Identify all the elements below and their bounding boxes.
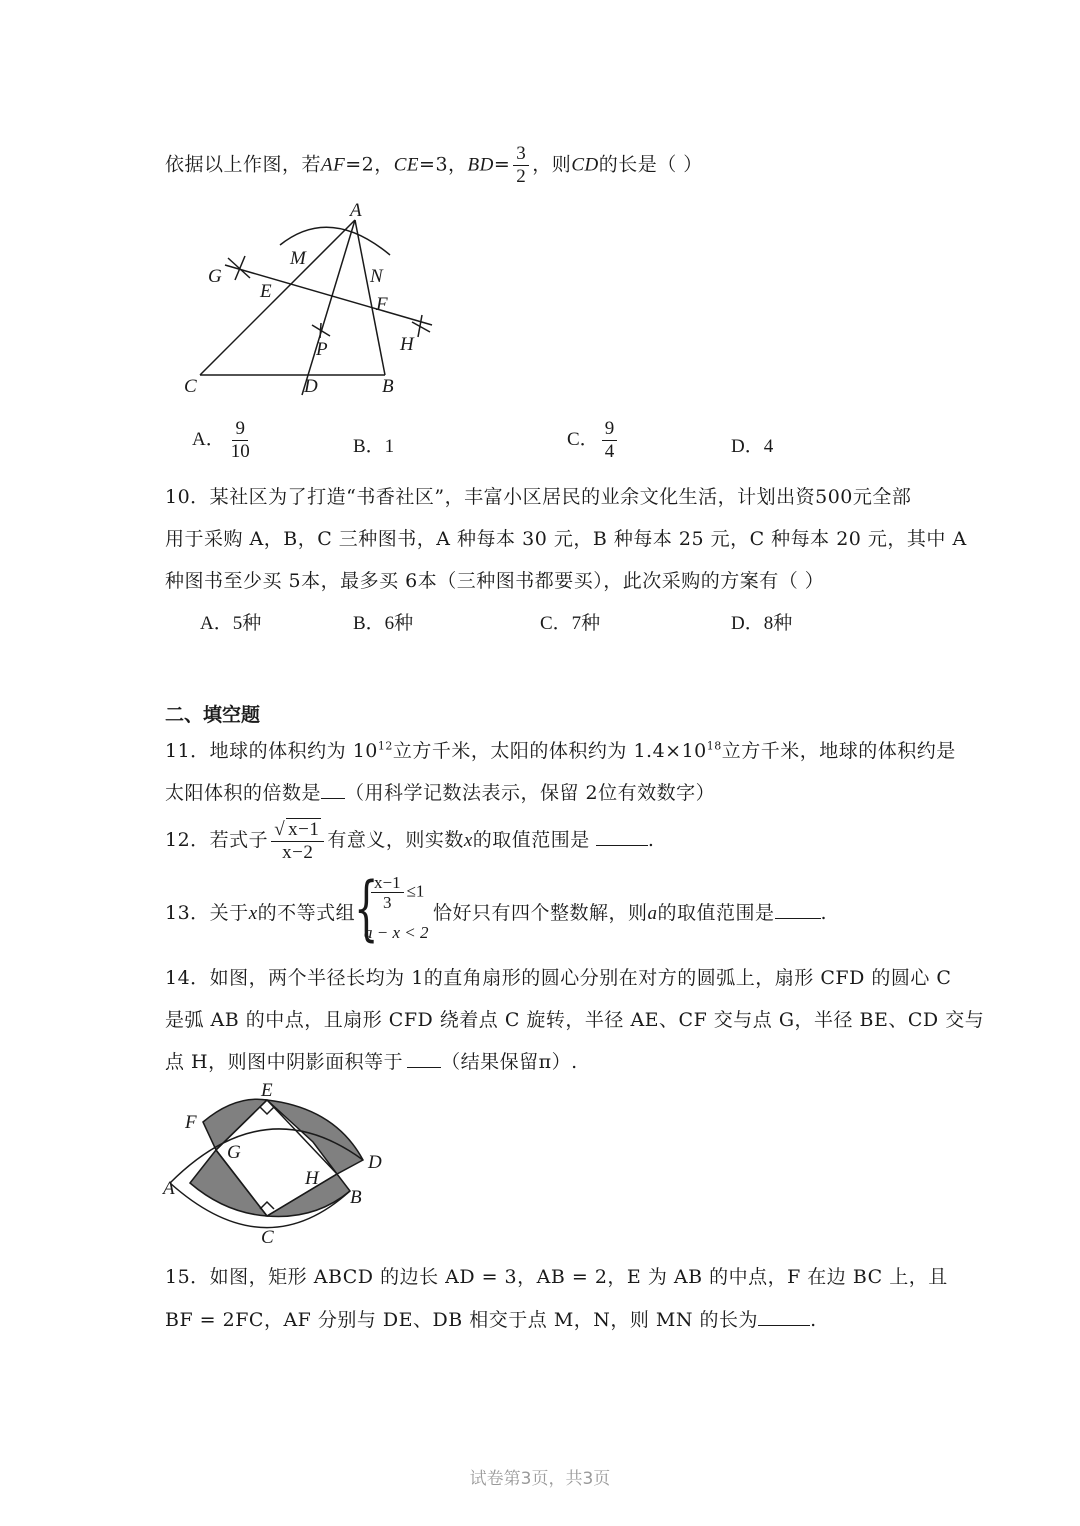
q9-eq1: =2， <box>345 153 394 176</box>
q13-answer-blank[interactable] <box>775 900 821 919</box>
q9-af: AF <box>321 154 346 176</box>
fig14-label-g: G <box>227 1142 241 1163</box>
q9-option-c-den: 4 <box>604 441 615 462</box>
fig9-label-p: P <box>316 339 328 360</box>
q14-figure <box>155 1078 395 1248</box>
q12-num-radicand: x−1 <box>288 819 320 840</box>
q9-option-a-num: 9 <box>232 418 248 441</box>
q9-option-c-num: 9 <box>602 418 618 441</box>
fig9-label-h: H <box>400 334 414 355</box>
q9-bd: BD <box>467 154 494 176</box>
q12-x: x <box>463 830 473 851</box>
q12-answer-blank[interactable] <box>596 827 648 846</box>
q11-exp1: 12 <box>377 739 393 753</box>
q14-line3b: （结果保留π）. <box>441 1051 578 1073</box>
fig9-label-g: G <box>208 266 222 287</box>
q9-fraction <box>513 143 529 188</box>
q13-a: a <box>647 903 658 924</box>
q9-cd: CD <box>571 154 599 176</box>
q9-option-a-frac <box>228 418 253 463</box>
q14-line3 <box>165 1047 578 1074</box>
fig14-label-b: B <box>350 1187 362 1208</box>
fig14-label-h: H <box>305 1168 319 1189</box>
q10-option-b: B．6种 <box>353 613 414 634</box>
q10-line3: 种图书至少买 5本，最多买 6本（三种图书都要买），此次采购的方案有（ ） <box>165 570 825 592</box>
q11-p3: 立方千米，地球的体积约是 <box>721 740 956 762</box>
q9-option-a-den: 10 <box>230 441 250 462</box>
q15-line2 <box>165 1305 817 1332</box>
q10-option-a: A．5种 <box>200 613 262 634</box>
q11-line2a: 太阳体积的倍数是 <box>165 782 322 804</box>
q13-p2: 的不等式组 <box>257 902 356 924</box>
q15-answer-blank[interactable] <box>758 1307 810 1326</box>
q10-option-c: C．7种 <box>540 613 601 634</box>
q9-prefix: 依据以上作图，若 <box>165 153 322 176</box>
q9-eq3: = <box>493 153 511 176</box>
q13-p1: 13．关于 <box>165 902 249 924</box>
q13-ineq1-num: x−1 <box>371 873 404 893</box>
q12-fraction <box>271 818 324 864</box>
q13-p4: 的取值范围是 <box>657 902 775 924</box>
fig9-label-b: B <box>382 376 394 397</box>
q9-ce: CE <box>393 154 420 176</box>
q9-option-a <box>192 418 256 463</box>
q9-end: 的长是（ ） <box>598 153 703 176</box>
q12-p2: 有意义，则实数 <box>327 829 464 851</box>
q9-option-c-label: C． <box>567 428 599 450</box>
q9-stem <box>165 143 703 188</box>
fig9-label-a: A <box>350 200 362 221</box>
q9-option-d: D．4 <box>731 436 774 457</box>
q9-option-a-label: A． <box>192 428 225 450</box>
q13-ineq2: a − x < 2 <box>364 923 429 942</box>
q11-line1 <box>165 736 956 763</box>
q14-line2: 是弧 AB 的中点，且扇形 CFD 绕着点 C 旋转，半径 AE、CF 交与点 G，半径 BE、CD 交与 <box>165 1009 985 1031</box>
fig9-label-e: E <box>260 281 272 302</box>
q12-line <box>165 818 654 864</box>
q14-answer-blank[interactable] <box>407 1049 441 1068</box>
q12-den: x−2 <box>282 842 314 863</box>
q15-end: . <box>810 1309 817 1331</box>
q9-suffix: ，则 <box>532 153 572 176</box>
q11-line2b: （用科学记数法表示，保留 2位有效数字） <box>345 782 716 804</box>
q12-end: . <box>647 829 655 851</box>
page-footer: 试卷第3页，共3页 <box>469 1469 611 1489</box>
q11-exp2: 18 <box>706 739 722 753</box>
q11-p2: 立方千米，太阳的体积约为 1.4×10 <box>392 740 707 762</box>
q10-line1: 10．某社区为了打造“书香社区”，丰富小区居民的业余文化生活，计划出资500元全部 <box>165 486 912 508</box>
q11-line2 <box>165 778 715 805</box>
fig14-label-f: F <box>185 1112 197 1133</box>
fig14-label-c: C <box>261 1227 274 1248</box>
q12-num: √ x−1 <box>271 818 324 842</box>
q13-ineq1 <box>368 873 424 912</box>
fig14-label-e: E <box>261 1080 273 1101</box>
q13-ineq1-rhs: ≤1 <box>406 881 425 901</box>
q13-line-right <box>433 898 827 925</box>
section-fill-blank-title: 二、填空题 <box>165 704 261 726</box>
fig14-label-d: D <box>368 1152 382 1173</box>
q9-option-c-frac <box>602 418 618 463</box>
fig9-label-m: M <box>290 248 306 269</box>
q10-option-d: D．8种 <box>731 613 793 634</box>
q9-frac-den: 2 <box>516 166 527 187</box>
fig9-label-n: N <box>370 266 383 287</box>
q9-frac-num: 3 <box>513 143 529 166</box>
q12-p1: 12．若式子 <box>165 829 269 851</box>
q15-line2a: BF = 2FC，AF 分别与 DE、DB 相交于点 M，N，则 MN 的长为 <box>165 1309 759 1331</box>
q13-inequality-system <box>354 867 434 949</box>
fig9-label-c: C <box>184 376 197 397</box>
q13-brace: { <box>354 867 379 949</box>
q14-line3a: 点 H，则图中阴影面积等于 <box>165 1051 404 1073</box>
q13-x: x <box>248 903 258 924</box>
q13-ineq1-den: 3 <box>383 893 392 912</box>
q13-line-left <box>165 898 355 925</box>
fig9-label-f: F <box>376 294 388 315</box>
q11-p1: 11．地球的体积约为 10 <box>165 740 378 762</box>
q9-option-b: B．1 <box>353 436 395 457</box>
q12-p3: 的取值范围是 <box>472 829 590 851</box>
q9-eq2: =3， <box>419 153 468 176</box>
q13-end: . <box>820 902 828 924</box>
q13-ineq1-frac <box>371 873 404 912</box>
q15-line1: 15．如图，矩形 ABCD 的边长 AD = 3，AB = 2，E 为 AB 的中点，F 在边 BC 上，且 <box>165 1266 948 1288</box>
q9-figure <box>180 200 450 400</box>
q13-p3: 恰好只有四个整数解，则 <box>433 902 648 924</box>
q10-line2: 用于采购 A，B，C 三种图书，A 种每本 30 元，B 种每本 25 元，C 种每本 20 元，其中 A <box>165 528 967 550</box>
q9-option-c <box>567 418 620 463</box>
q11-answer-blank[interactable] <box>321 780 345 799</box>
q14-line1: 14．如图，两个半径长均为 1的直角扇形的圆心分别在对方的圆弧上，扇形 CFD 的圆心 C <box>165 967 952 989</box>
fig9-label-d: D <box>304 376 318 397</box>
fig14-label-a: A <box>163 1178 175 1199</box>
